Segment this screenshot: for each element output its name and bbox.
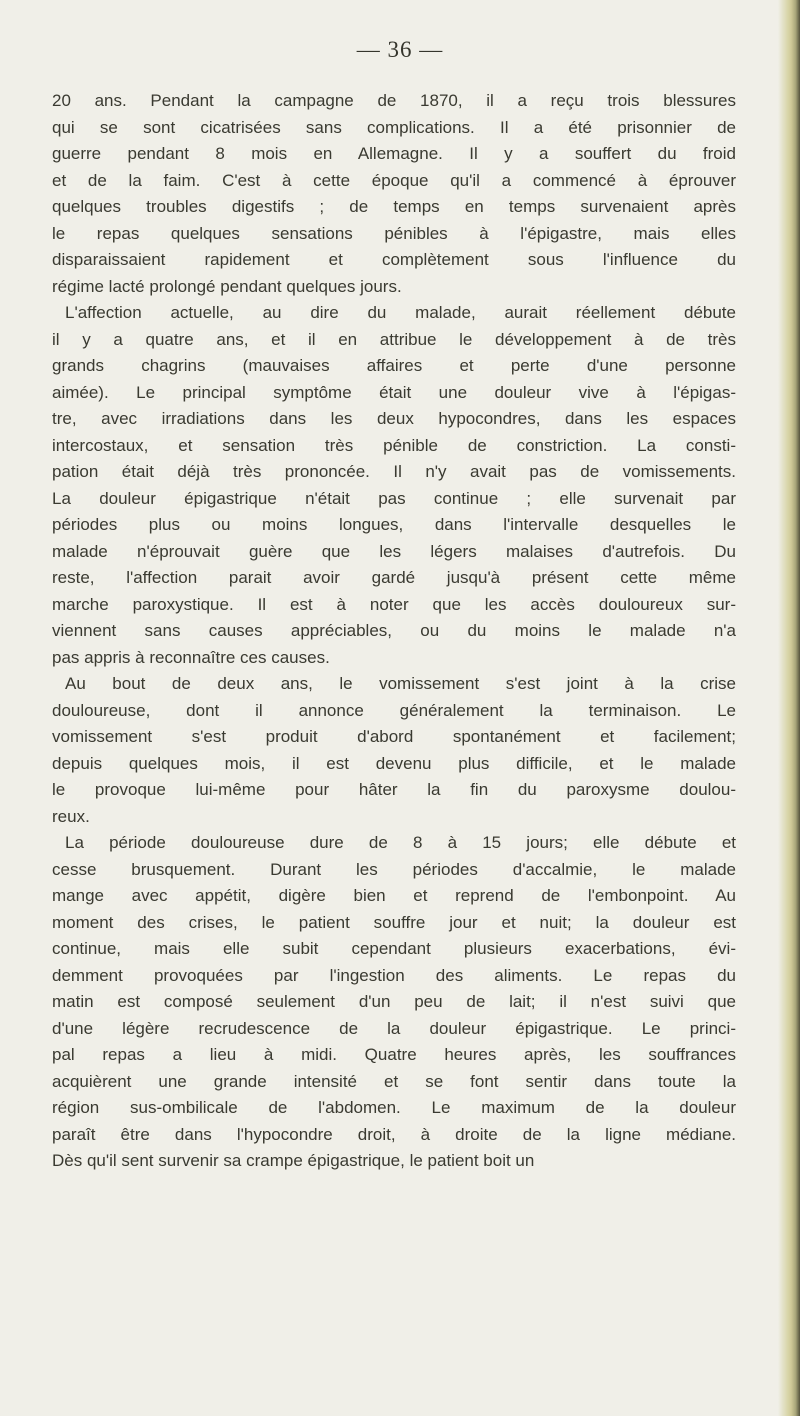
text-line: cesse brusquement. Durant les périodes d'accalmie, le malade bbox=[52, 859, 736, 879]
paragraph bbox=[52, 88, 736, 300]
text-line: aimée). Le principal symptôme était une douleur vive à l'épigas- bbox=[52, 382, 736, 402]
text-line: Au bout de deux ans, le vomissement s'est joint à la crise bbox=[65, 674, 736, 693]
text-line: d'une légère recrudescence de la douleur épigastrique. Le princi- bbox=[52, 1018, 736, 1038]
text-line: pas appris à reconnaître ces causes. bbox=[52, 647, 330, 667]
text-line: viennent sans causes appréciables, ou du moins le malade n'a bbox=[52, 621, 736, 640]
paragraph bbox=[52, 671, 736, 830]
text-line: grands chagrins (mauvaises affaires et perte d'une personne bbox=[52, 356, 736, 375]
text-line: régime lacté prolongé pendant quelques jours. bbox=[52, 276, 402, 296]
paragraph bbox=[52, 300, 736, 671]
text-line: tre, avec irradiations dans les deux hypocondres, dans les espaces bbox=[52, 409, 736, 428]
text-line: qui se sont cicatrisées sans complications. Il a été prisonnier de bbox=[52, 117, 736, 137]
text-line: moment des crises, le patient souffre jour et nuit; la douleur est bbox=[52, 912, 736, 932]
text-line: mange avec appétit, digère bien et reprend de l'embonpoint. Au bbox=[52, 886, 736, 905]
text-line: marche paroxystique. Il est à noter que les accès douloureux sur- bbox=[52, 594, 736, 614]
text-line: reste, l'affection parait avoir gardé jusqu'à présent cette même bbox=[52, 568, 736, 587]
body-text bbox=[52, 88, 736, 1175]
text-line: depuis quelques mois, il est devenu plus difficile, et le malade bbox=[52, 753, 736, 773]
text-line: Dès qu'il sent survenir sa crampe épigastrique, le patient boit un bbox=[52, 1151, 535, 1170]
text-line: La période douloureuse dure de 8 à 15 jours; elle débute et bbox=[65, 833, 736, 852]
text-line: 20 ans. Pendant la campagne de 1870, il a reçu trois blessures bbox=[52, 91, 736, 110]
text-line: vomissement s'est produit d'abord spontanément et facilement; bbox=[52, 727, 736, 746]
text-line: le provoque lui-même pour hâter la fin du paroxysme doulou- bbox=[52, 780, 736, 799]
text-line: pation était déjà très prononcée. Il n'y avait pas de vomissements. bbox=[52, 462, 736, 481]
text-line: guerre pendant 8 mois en Allemagne. Il y a souffert du froid bbox=[52, 144, 736, 163]
text-line: reux. bbox=[52, 806, 90, 826]
text-line: pal repas a lieu à midi. Quatre heures après, les souffrances bbox=[52, 1045, 736, 1064]
text-line: disparaissaient rapidement et complètement sous l'influence du bbox=[52, 250, 736, 269]
page-binding-edge bbox=[778, 0, 800, 1416]
text-line: douloureuse, dont il annonce généralement la terminaison. Le bbox=[52, 700, 736, 720]
text-line: matin est composé seulement d'un peu de lait; il n'est suivi que bbox=[52, 992, 736, 1011]
text-line: acquièrent une grande intensité et se font sentir dans toute la bbox=[52, 1071, 736, 1091]
text-line: malade n'éprouvait guère que les légers malaises d'autrefois. Du bbox=[52, 541, 736, 561]
text-line: L'affection actuelle, au dire du malade, aurait réellement débute bbox=[65, 303, 736, 322]
text-line: intercostaux, et sensation très pénible de constriction. La consti- bbox=[52, 435, 736, 455]
text-line: périodes plus ou moins longues, dans l'intervalle desquelles le bbox=[52, 515, 736, 534]
text-line: quelques troubles digestifs ; de temps en temps survenaient après bbox=[52, 197, 736, 216]
text-line: région sus-ombilicale de l'abdomen. Le maximum de la douleur bbox=[52, 1098, 736, 1117]
paragraph bbox=[52, 830, 736, 1175]
page-number: — 36 — bbox=[356, 37, 444, 62]
text-line: La douleur épigastrique n'était pas continue ; elle survenait par bbox=[52, 488, 736, 508]
text-line: il y a quatre ans, et il en attribue le développement à de très bbox=[52, 329, 736, 349]
text-line: paraît être dans l'hypocondre droit, à droite de la ligne médiane. bbox=[52, 1124, 736, 1144]
text-line: le repas quelques sensations pénibles à l'épigastre, mais elles bbox=[52, 223, 736, 243]
text-line: demment provoquées par l'ingestion des aliments. Le repas du bbox=[52, 965, 736, 985]
text-line: continue, mais elle subit cependant plusieurs exacerbations, évi- bbox=[52, 939, 736, 958]
text-line: et de la faim. C'est à cette époque qu'il a commencé à éprouver bbox=[52, 170, 736, 190]
